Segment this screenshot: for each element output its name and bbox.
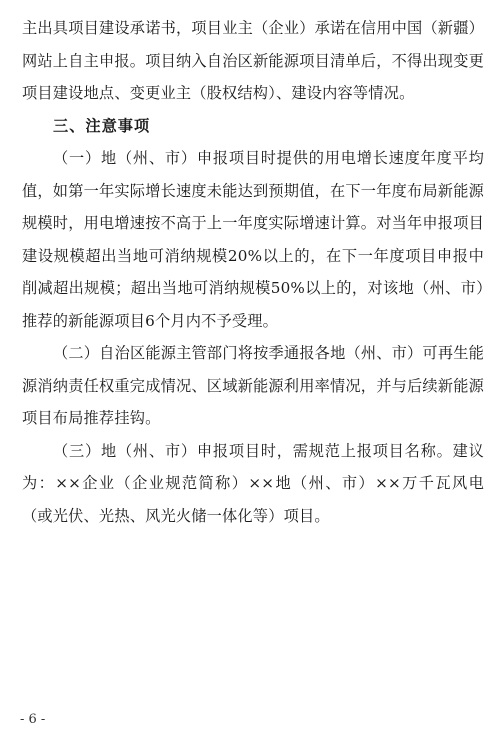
- document-body: [22, 12, 484, 532]
- section-heading: 三、注意事项: [53, 116, 151, 135]
- paragraph-continuation: 主出具项目建设承诺书，项目业主（企业）承诺在信用中国（新疆）网站上自主申报。项目纳入自治区新能源项目清单后，不得出现变更项目建设地点、变更业主（股权结构）、建设内容等情况。: [22, 19, 484, 102]
- paragraph-item-2: （二）自治区能源主管部门将按季通报各地（州、市）可再生能源消纳责任权重完成情况、区域新能源利用率情况，并与后续新能源项目布局推荐挂钩。: [22, 344, 484, 427]
- paragraph-item-1: （一）地（州、市）申报项目时提供的用电增长速度年度平均值，如第一年实际增长速度未能达到预期值，在下一年度布局新能源规模时，用电增速按不高于上一年度实际增速计算。对当年申报项目建设规模超出当地可消纳规模20%以上的，在下一年度项目申报中削减超出规模；超出当地可消纳规模50%以上的，对该地（州、市）推荐的新能源项目6个月内不予受理。: [22, 149, 484, 330]
- page-number: - 6 -: [20, 712, 46, 727]
- paragraph-item-3: （三）地（州、市）申报项目时，需规范上报项目名称。建议为：××企业（企业规范简称）××地（州、市）××万千瓦风电（或光伏、光热、风光火储一体化等）项目。: [22, 441, 484, 525]
